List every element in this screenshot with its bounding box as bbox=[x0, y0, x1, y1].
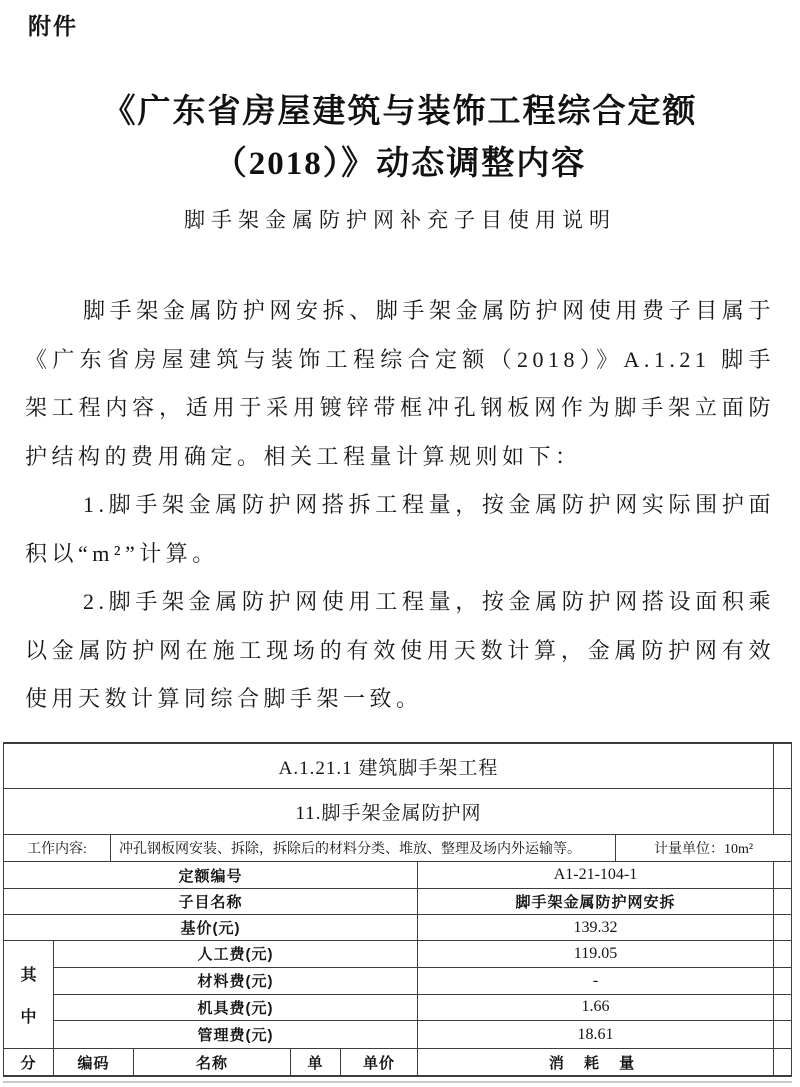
table-row-management-cost bbox=[54, 1021, 791, 1048]
work-content-label: 工作内容: bbox=[4, 835, 111, 861]
paragraph-rule-1: 1.脚手架金属防护网搭拆工程量，按金属防护网实际围护面积以“m²”计算。 bbox=[25, 492, 775, 566]
quota-table bbox=[3, 742, 792, 1077]
row-spacer-cell bbox=[774, 915, 791, 940]
document-subtitle: 脚手架金属防护网补充子目使用说明 bbox=[184, 208, 616, 232]
machinery-cost-label: 机具费(元) bbox=[54, 995, 418, 1021]
row-spacer-cell bbox=[774, 889, 791, 914]
labor-cost-label: 人工费(元) bbox=[54, 941, 418, 967]
paragraph-intro: 脚手架金属防护网安拆、脚手架金属防护网使用费子目属于《广东省房屋建筑与装饰工程综合定额（2018）》A.1.21 脚手架工程内容，适用于采用镀锌带框冲孔钢板网作为脚手架立面防护结构的费用确定。相关工程量计算规则如下： bbox=[25, 298, 775, 469]
row-spacer-cell bbox=[774, 995, 791, 1021]
row-spacer-cell bbox=[774, 941, 791, 967]
work-content-text: 冲孔钢板网安装、拆除，拆除后的材料分类、堆放、整理及场内外运输等。 bbox=[111, 835, 616, 861]
among-which-char-bottom: 中 bbox=[20, 1008, 37, 1026]
attachment-label: 附件 bbox=[28, 13, 78, 39]
paragraph-rule-2: 2.脚手架金属防护网使用工程量，按金属防护网搭设面积乘以金属防护网在施工现场的有效使用天数计算，金属防护网有效使用天数计算同综合脚手架一致。 bbox=[25, 589, 775, 711]
row-spacer-cell bbox=[774, 968, 791, 994]
row-spacer-cell bbox=[774, 1049, 791, 1075]
material-cost-label: 材料费(元) bbox=[54, 968, 418, 994]
cost-breakdown-group bbox=[4, 941, 791, 1049]
work-content-row bbox=[4, 835, 791, 862]
labor-cost-value: 119.05 bbox=[418, 941, 774, 967]
category-header-cell: 分 bbox=[4, 1049, 54, 1075]
among-which-char-top: 其 bbox=[20, 967, 37, 985]
table-row-quota-code bbox=[4, 862, 791, 889]
table-row-labor-cost bbox=[54, 941, 791, 968]
table-row-base-price bbox=[4, 915, 791, 941]
measure-unit: 计量单位：10m² bbox=[653, 842, 754, 857]
section-row-spacer-cell bbox=[774, 744, 791, 788]
management-cost-value: 18.61 bbox=[418, 1021, 774, 1048]
document-title-line2: （2018）》动态调整内容 bbox=[213, 146, 587, 182]
table-row-material-cost bbox=[54, 968, 791, 995]
item-name-value: 脚手架金属防护网安拆 bbox=[418, 889, 774, 914]
consumption-header-row bbox=[4, 1049, 791, 1075]
row-spacer-cell bbox=[774, 1021, 791, 1048]
management-cost-label: 管理费(元) bbox=[54, 1021, 418, 1048]
unit-price-header-cell: 单价 bbox=[341, 1049, 418, 1075]
material-cost-value: - bbox=[418, 968, 774, 994]
base-price-value: 139.32 bbox=[418, 915, 774, 940]
cost-breakdown-rows bbox=[54, 941, 791, 1048]
section-title-cell: A.1.21.1 建筑脚手架工程 bbox=[4, 744, 774, 788]
name-header-cell: 名称 bbox=[134, 1049, 291, 1075]
consumption-header-cell: 消 耗 量 bbox=[418, 1049, 774, 1075]
page-cutoff-line bbox=[3, 1081, 792, 1083]
document-title bbox=[0, 86, 800, 190]
table-row-machinery-cost bbox=[54, 995, 791, 1022]
item-row-spacer-cell bbox=[774, 789, 791, 834]
row-spacer-cell bbox=[774, 862, 791, 888]
item-title-cell: 11.脚手架金属防护网 bbox=[4, 789, 774, 834]
quota-code-value: A1-21-104-1 bbox=[418, 862, 774, 888]
code-header-cell: 编码 bbox=[54, 1049, 134, 1075]
document-title-line1: 《广东省房屋建筑与装饰工程综合定额 bbox=[102, 94, 698, 130]
table-section-row bbox=[4, 744, 791, 789]
item-name-label: 子目名称 bbox=[4, 889, 418, 914]
machinery-cost-value: 1.66 bbox=[418, 995, 774, 1021]
quota-code-label: 定额编号 bbox=[4, 862, 418, 888]
body-text bbox=[25, 287, 775, 724]
unit-header-cell: 单 bbox=[291, 1049, 341, 1075]
among-which-cell bbox=[4, 941, 54, 1048]
table-row-item-name bbox=[4, 889, 791, 915]
base-price-label: 基价(元) bbox=[4, 915, 418, 940]
table-item-row bbox=[4, 789, 791, 835]
